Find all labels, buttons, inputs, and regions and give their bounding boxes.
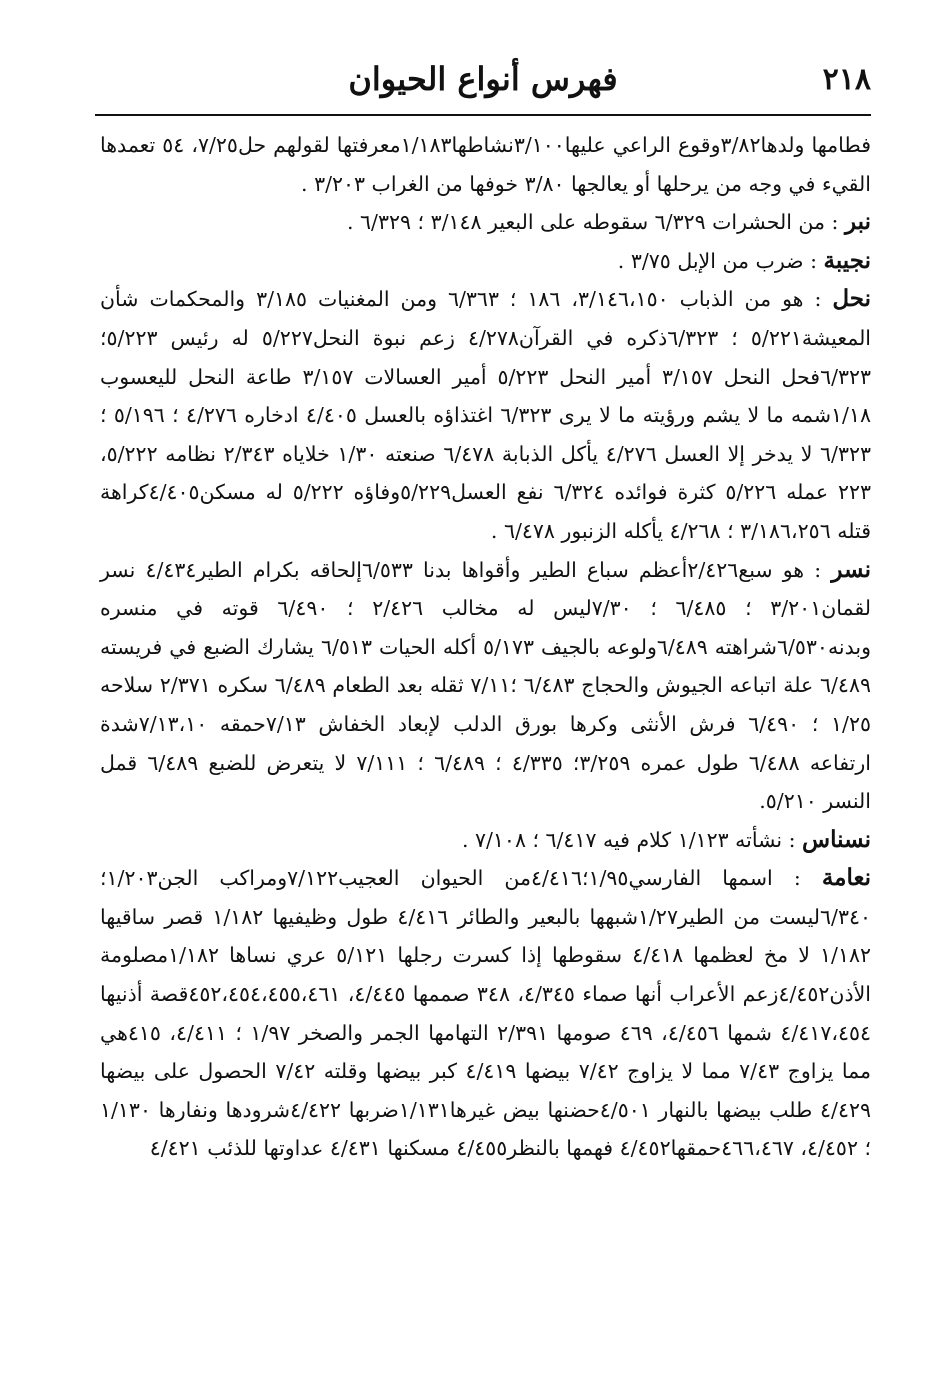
entry-text: هو سبع٢/٤٢٦أعظم سباع الطير وأقواها بدنا ٦/٥٣٣إلحاقه بكرام الطير٤/٤٣٤ نسر لقمان٣/٢٠١ ؛ ٦/٤٨٥ ؛ ٧/٣٠ليس له مخالب ٢/٤٢٦ ؛ ٦/٤٩٠ قوته في منسره وبدنه٦/٥٣٠شراهته ٦/٤٨٩ولوعه بالجيف ٥/١٧٣ أكله الحيات ٦/٥١٣ يشارك الضبع في فريسته ٦/٤٨٩ علة اتباعه الجيوش والحجاج ٦/٤٨٣ ؛٧/١١ ثقله بعد الطعام ٦/٤٨٩ سكره ٢/٣٧١ سلاحه ١/٢٥ ؛ ٦/٤٩٠ فرش الأنثى وكرها بورق الدلب لإبعاد الخفاش ٧/١٣حمقه ٧/١٣،١٠شدة ارتفاعه ٦/٤٨٨ طول عمره ٣/٢٥٩؛ ٤/٣٣٥ ؛ ٦/٤٨٩ ؛ ٧/١١١ لا يتعرض للضبع ٦/٤٨٩ قمل النسر ٥/٢١٠. (100, 557, 871, 814)
entry-text: هو من الذباب ٣/١٤٦،١٥٠، ١٨٦ ؛ ٦/٣٦٣ ومن المغنيات ٣/١٨٥ والمحكمات شأن المعيشة٥/٢٢١ ؛ ٦/٣٢٣ذكره في القرآن٤/٢٧٨ زعم نبوة النحل٥/٢٢٧ له رئيس ٥/٢٢٣؛ ٦/٣٢٣فحل النحل ٣/١٥٧ أمير النحل ٥/٢٢٣ أمير العسالات ٣/١٥٧ طاعة النحل لليعسوب ١/١٨شمه ما لا يشم ورؤيته ما لا يرى ٦/٣٢٣ اغتذاؤه بالعسل ٤/٤٠٥ ادخاره ٤/٢٧٦ ؛ ٥/١٩٦ ؛ ٦/٣٢٣ لا يدخر إلا العسل ٤/٢٧٦ يأكل الذبابة ٦/٤٧٨ صنعته ١/٣٠ خلاياه ٢/٣٤٣ نظامه ٥/٢٢٢، ٢٢٣ عمله ٥/٢٢٦ كثرة فوائده ٦/٣٢٤ نفع العسل٥/٢٢٩وفاؤه ٥/٢٢٢ له مسكن٤/٤٠٥كراهة قتله ٣/١٨٦،٢٥٦ ؛ ٤/٢٦٨ يأكله الزنبور ٦/٤٧٨ . (100, 287, 872, 543)
page-number: ٢١٨ (822, 62, 871, 97)
header-divider (95, 114, 871, 116)
page-header (95, 50, 871, 106)
headword-separator: : (825, 210, 845, 235)
entry-headword: نبر (844, 208, 871, 236)
headword-separator: : (803, 287, 833, 312)
index-entry-nahl (100, 280, 871, 550)
index-content (100, 126, 871, 1168)
headword-separator: : (804, 557, 832, 582)
entry-headword: نسناس (802, 825, 871, 853)
entry-text: اسمها الفارسي١/٩٥؛٤/٤١٦من الحيوان العجيب٧/١٢٢ومراكب الجن١/٢٠٣؛ ٦/٣٤٠ليست من الطير١/٢٧شبهها بالبعير والطائر ٤/٤١٦ طول وظيفيها ١/١٨٢ قصر ساقيها ١/١٨٢ لا مخ لعظمها ٤/٤١٨ سقوطها إذا كسرت رجلها ٥/١٢١ عري نساها ١/١٨٢مصلومة الأذن٤/٤٥٢زعم الأعراب أنها صماء ٤/٣٤٥، ٣٤٨ صممها ٤/٤٤٥، ٤٥٢،٤٥٤،٤٥٥،٤٦١قصة أذنيها ٤/٤١٧،٤٥٤ شمها ٤/٤٥٦، ٤٦٩ صومها ٢/٣٩١ التهامها الجمر والصخر ١/٩٧ ؛ ٤/٤١١، ٤١٥هي مما يزاوج ٧/٤٣ مما لا يزاوج ٧/٤٢ بيضها ٤/٤١٩ كبر بيضها وقلته ٧/٤٢ الحصول على بيضها ٤/٤٢٩ طلب بيضها بالنهار ٤/٥٠١حضنها بيض غيرها١/١٣١ضربها ٤/٤٢٢شرودها ونفارها ١/١٣٠ ؛ ٤/٤٥٢، ٤٦٦،٤٦٧حمقها٤/٤٥٢ فهمها بالنظر٤/٤٥٥ مسكنها ٤/٤٣١ عداوتها للذئب ٤/٤٢١ (100, 866, 871, 1161)
headword-separator: : (803, 248, 824, 273)
entry-text: من الحشرات ٦/٣٢٩ سقوطه على البعير ٣/١٤٨ ؛ ٦/٣٢٩ . (347, 210, 825, 235)
index-entry-naama (100, 859, 871, 1168)
index-entry-continued (100, 126, 871, 203)
entry-headword: نسر (831, 555, 871, 583)
page-title: فهرس أنواع الحيوان (348, 60, 618, 98)
entry-headword: نجيبة (823, 246, 871, 274)
entry-text: فطامها ولدها٣/٨٢وقوع الراعي عليها٣/١٠٠نشاطها١/١٨٣معرفتها لقولهم حل٧/٢٥، ٥٤ تعمدها القيء في وجه من يرحلها أو يعالجها ٣/٨٠ خوفها من الغراب ٣/٢٠٣ . (100, 133, 871, 196)
headword-separator: : (782, 827, 803, 852)
index-entry-nabr (100, 203, 871, 242)
index-entry-najiba (100, 242, 871, 281)
headword-separator: : (772, 866, 822, 891)
entry-text: نشأته ١/١٢٣ كلام فيه ٦/٤١٧ ؛ ٧/١٠٨ . (461, 827, 783, 852)
entry-headword: نحل (832, 285, 872, 313)
index-entry-nasr (100, 551, 871, 821)
entry-headword: نعامة (821, 864, 871, 892)
entry-text: ضرب من الإبل ٣/٧٥ . (617, 248, 804, 273)
index-entry-nasnas (100, 821, 871, 860)
